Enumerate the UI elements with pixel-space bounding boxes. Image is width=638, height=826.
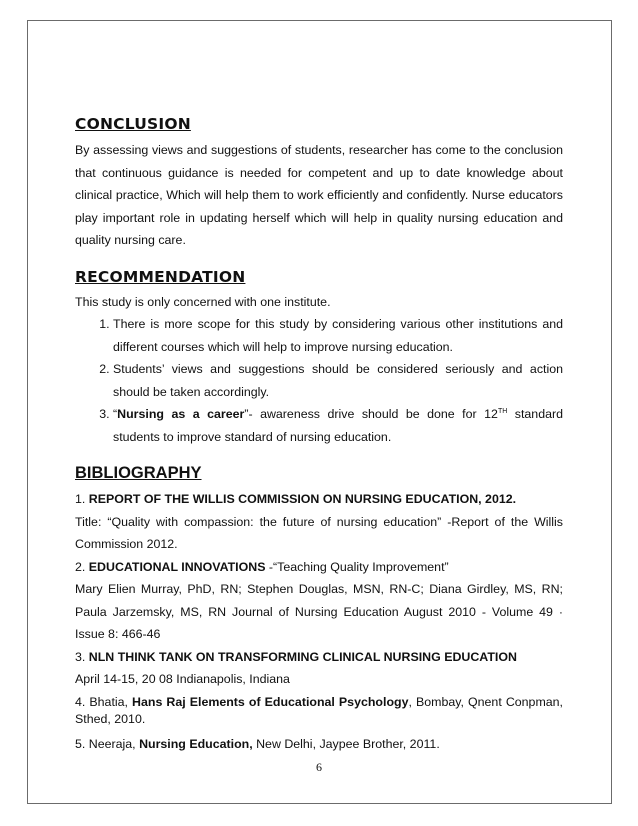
item3-end: standard students to improve standard of nursing education. [113,407,563,444]
recommendation-heading: RECOMMENDATION [75,267,246,286]
bib-entry-1-title [75,488,563,511]
bib-entry-1-heading: REPORT OF THE WILLIS COMMISSION ON NURSING EDUCATION, 2012. [88,492,517,506]
page-number: 6 [316,760,322,774]
bib-entry-2-title [75,556,563,579]
bib-entry-5-title: Nursing Education, [139,736,253,751]
bib-entry-4 [75,691,563,733]
bib-entry-5-prefix: 5. Neeraja, [75,736,140,751]
nursing-career-phrase: Nursing as a career [117,407,245,421]
recommendation-item-3 [113,403,563,448]
bib-entry-2-subtitle: -“Teaching Quality Improvement” [265,559,449,574]
bib-entry-2-detail: Mary Elien Murray, PhD, RN; Stephen Douglas, MSN, RN-C; Diana Girdley, MS, RN; Paula Jarzemsky, MS, RN Journal of Nursing Education August 2010 - Volume 49 · Issue 8: 466-46 [75,582,563,641]
item3-middle: ”- awareness drive should be done for 12 [244,407,498,421]
bib-entry-4-title: Hans Raj Elements of Educational Psychology [132,694,409,709]
bib-entry-2-heading: EDUCATIONAL INNOVATIONS [88,559,266,574]
quote-open: “ [113,407,118,421]
bib-entry-4-rest: , Bombay, Qnent Conpman, Sthed, 2010. [75,694,563,726]
bib-entry-1-number: 1. [75,492,89,506]
recommendation-item-1: 1. There is more scope for this study by considering various other institutions and different courses which will help to improve nursing education. [113,313,563,358]
bib-entry-3-heading: NLN THINK TANK ON TRANSFORMING CLINICAL NURSING EDUCATION [88,649,517,664]
bib-entry-2-number: 2. [75,559,89,574]
recommendation-list [75,313,563,448]
bib-entry-1-detail: Title: “Quality with compassion: the future of nursing education” -Report of the Willis Commission 2012. [75,514,563,551]
bib-entry-3-title [75,646,563,669]
recommendation-intro: This study is only concerned with one institute. [75,294,331,309]
bib-entry-5-rest: New Delhi, Jaypee Brother, 2011. [252,736,440,751]
superscript-th: TH [497,408,508,415]
bib-entry-4-prefix: 4. Bhatia, [75,694,133,709]
bibliography-heading: BIBLIOGRAPHY [75,464,202,482]
bib-entry-3-number: 3. [75,649,89,664]
conclusion-paragraph: By assessing views and suggestions of students, researcher has come to the conclusion that continuous guidance is needed for competent and up to date knowledge about clinical practice, Which will help them to work efficiently and confidently. Nurse educators play important role in updating herself which will help in quality nursing education and quality nursing care. [75,143,563,247]
recommendation-item-2: 2. Students’ views and suggestions should be considered seriously and action should be taken accordingly. [113,358,563,403]
bib-entry-3-detail: April 14-15, 20 08 Indianapolis, Indiana [75,672,290,686]
conclusion-heading: CONCLUSION [75,115,191,133]
bib-entry-5 [75,733,563,756]
document-body [75,113,563,755]
